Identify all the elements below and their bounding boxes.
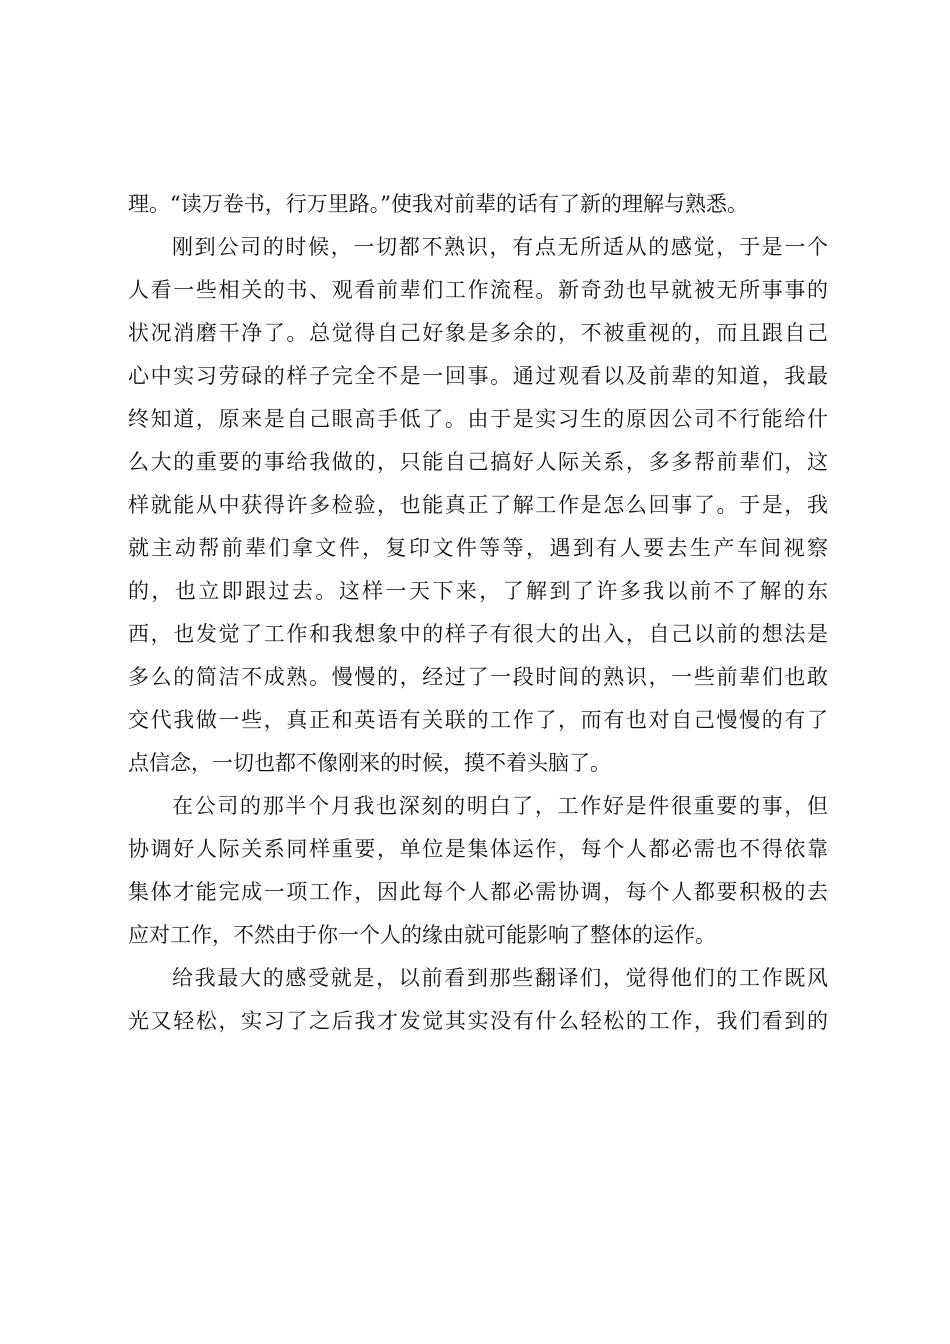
paragraph-first-line: 在公司的那半个月我也深刻的明白了，工作好是件很重要的事，但: [172, 794, 828, 818]
text-line: 状况消磨干净了。总觉得自己好象是多余的，不被重视的，而且跟自己: [128, 321, 828, 345]
text-line: 样就能从中获得许多检验，也能真正了解工作是怎么回事了。于是，我: [128, 493, 828, 517]
text-line: 心中实习劳碌的样子完全不是一回事。通过观看以及前辈的知道，我最: [128, 364, 828, 388]
text-line: 交代我做一些，真正和英语有关联的工作了，而有也对自己慢慢的有了: [128, 708, 828, 732]
text-line: 多么的简洁不成熟。慢慢的，经过了一段时间的熟识，一些前辈们也敢: [128, 665, 828, 689]
text-line: 光又轻松，实习了之后我才发觉其实没有什么轻松的工作，我们看到的: [128, 1009, 828, 1033]
paragraph-last-line: 应对工作，不然由于你一个人的缘由就可能影响了整体的运作。: [128, 923, 716, 947]
text-line: 终知道，原来是自己眼高手低了。由于是实习生的原因公司不行能给什: [128, 407, 828, 431]
paragraph-first-line: 刚到公司的时候，一切都不熟识，有点无所适从的感觉，于是一个: [172, 235, 828, 259]
text-line: 协调好人际关系同样重要，单位是集体运作，每个人都必需也不得依靠: [128, 837, 828, 861]
text-line: 的，也立即跟过去。这样一天下来，了解到了许多我以前不了解的东: [128, 579, 828, 603]
text-line: 就主动帮前辈们拿文件，复印文件等等，遇到有人要去生产车间视察: [128, 536, 828, 560]
text-line: 集体才能完成一项工作，因此每个人都必需协调，每个人都要积极的去: [128, 880, 828, 904]
text-line: 么大的重要的事给我做的，只能自己搞好人际关系，多多帮前辈们，这: [128, 450, 828, 474]
text-line: 理。“读万卷书，行万里路。”使我对前辈的话有了新的理解与熟悉。: [128, 192, 748, 216]
paragraph-first-line: 给我最大的感受就是，以前看到那些翻译们，觉得他们的工作既风: [172, 966, 828, 990]
text-line: 人看一些相关的书、观看前辈们工作流程。新奇劲也早就被无所事事的: [128, 278, 828, 302]
paragraph-last-line: 点信念，一切也都不像刚来的时候，摸不着头脑了。: [128, 751, 611, 775]
body-text: [128, 183, 828, 1043]
text-line: 西，也发觉了工作和我想象中的样子有很大的出入，自己以前的想法是: [128, 622, 828, 646]
